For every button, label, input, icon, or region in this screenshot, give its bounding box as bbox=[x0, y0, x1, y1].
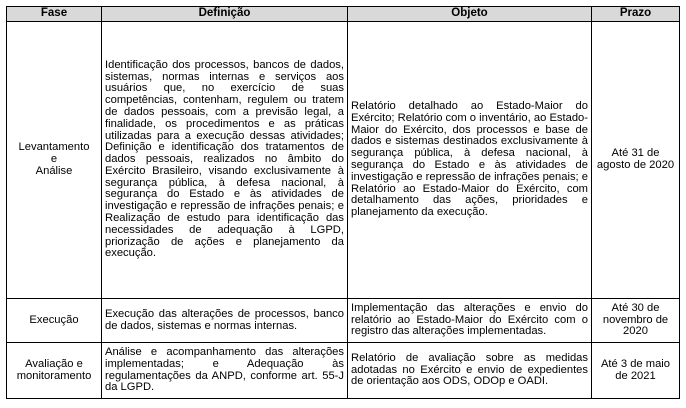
objeto-cell: Relatório de avaliação sobre as medidas adotadas no Exército e envio de expedientes de orientação aos ODS, ODOp e OADI. bbox=[348, 343, 592, 399]
table-row bbox=[7, 22, 680, 299]
phases-table bbox=[6, 6, 680, 399]
fase-line: e bbox=[50, 153, 58, 166]
fase-line: Análise bbox=[35, 164, 73, 177]
fase-cell bbox=[7, 299, 102, 343]
header-prazo: Prazo bbox=[592, 7, 680, 22]
fase-line: Execução bbox=[29, 313, 79, 326]
objeto-cell: Relatório detalhado ao Estado-Maior do Exército; Relatório com o inventário, ao Estado-Maior do Exército, dos processos e base de dados e sistemas destinados exclusivamente à segurança pública, à defesa nacional, à segurança do Estado e às atividades de investigação e repressão de infrações penais; e Relatório ao Estado-Maior do Exército, com detalhamento das ações, prioridades e planejamento da execução. bbox=[348, 22, 592, 299]
fase-cell bbox=[7, 343, 102, 399]
header-objeto: Objeto bbox=[348, 7, 592, 22]
fase-line: Levantamento bbox=[18, 141, 90, 154]
header-fase: Fase bbox=[7, 7, 102, 22]
definicao-cell: Análise e acompanhamento das alterações implementadas; e Adequação às regulamentações da ANPD, conforme art. 55-J da LGPD. bbox=[102, 343, 348, 399]
table-row bbox=[7, 343, 680, 399]
header-row bbox=[7, 7, 680, 22]
fase-line: monitoramento bbox=[16, 369, 92, 382]
fase-line: Avaliação e bbox=[25, 357, 83, 370]
header-definicao: Definição bbox=[102, 7, 348, 22]
table-row bbox=[7, 299, 680, 343]
definicao-cell: Identificação dos processos, bancos de dados, sistemas, normas internas e serviços aos usuários que, no exercício de suas competências, contenham, regulem ou tratem de dados pessoais, com a previsão legal, a finalidade, os procedimentos e as práticas utilizadas para a execução dessas atividades; Definição e identificação dos tratamentos de dados pessoais, realizados no âmbito do Exército Brasileiro, visando exclusivamente à segurança pública, à defesa nacional, à segurança do Estado e às atividades de investigação e repressão de infrações penais; e Realização de estudo para identificação das necessidades de adequação à LGPD, priorização de ações e planejamento da execução. bbox=[102, 22, 348, 299]
prazo-cell: Até 30 de novembro de 2020 bbox=[592, 299, 680, 343]
definicao-cell: Execução das alterações de processos, banco de dados, sistemas e normas internas. bbox=[102, 299, 348, 343]
prazo-cell: Até 3 de maio de 2021 bbox=[592, 343, 680, 399]
objeto-cell: Implementação das alterações e envio do relatório ao Estado-Maior do Exército com o registro das alterações implementadas. bbox=[348, 299, 592, 343]
fase-cell bbox=[7, 22, 102, 299]
prazo-cell: Até 31 de agosto de 2020 bbox=[592, 22, 680, 299]
